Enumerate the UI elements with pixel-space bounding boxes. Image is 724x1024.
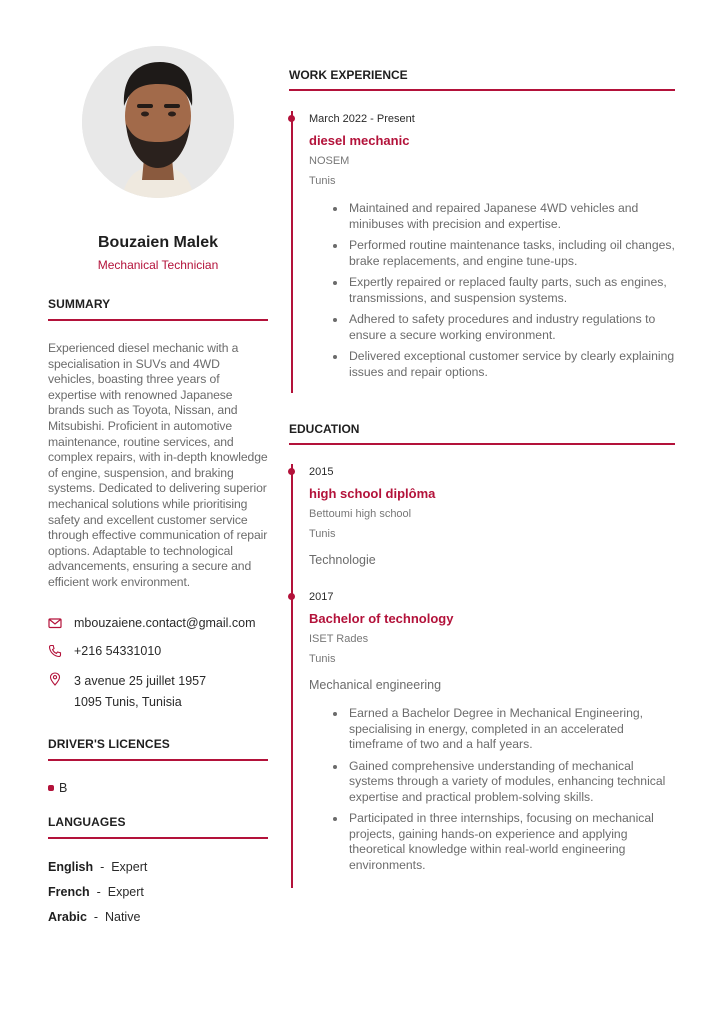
left-column — [48, 46, 268, 934]
languages-heading: LANGUAGES — [48, 815, 268, 839]
profile-photo-icon — [82, 46, 234, 198]
timeline-line — [291, 111, 293, 393]
entry-date: March 2022 - Present — [309, 113, 415, 125]
entry-title: high school diplôma — [309, 486, 436, 501]
entry-title: diesel mechanic — [309, 133, 410, 148]
phone-text: +216 54331010 — [74, 643, 162, 658]
email-icon — [48, 616, 62, 630]
right-column — [289, 68, 675, 879]
list-item: Delivered exceptional customer service by clearly explaining issues and repair options. — [331, 349, 675, 380]
list-item: Expertly repaired or replaced faulty parts, such as engines, transmissions, and suspension systems. — [331, 275, 675, 306]
language-level: Expert — [107, 884, 144, 899]
education-entry — [309, 466, 675, 567]
list-item: Performed routine maintenance tasks, including oil changes, brake replacements, and engine tune-ups. — [331, 238, 675, 269]
entry-org: ISET Rades — [309, 633, 369, 645]
contact-email[interactable] — [48, 615, 268, 632]
work-entry — [309, 113, 675, 380]
contact-phone[interactable] — [48, 643, 268, 660]
address-line-1: 3 avenue 25 juillet 1957 — [74, 673, 207, 688]
education-heading: EDUCATION — [289, 422, 675, 445]
entry-org: NOSEM — [309, 155, 350, 167]
language-level: Native — [104, 909, 141, 924]
timeline-node-icon — [288, 468, 295, 475]
location-pin-icon — [48, 672, 62, 686]
avatar — [82, 46, 234, 198]
education-entry — [309, 591, 675, 873]
education-timeline — [289, 466, 675, 873]
language-name: French — [48, 884, 90, 899]
phone-icon — [48, 644, 62, 658]
entry-title: Bachelor of technology — [309, 611, 454, 626]
language-name: Arabic — [48, 909, 87, 924]
entry-location: Tunis — [309, 175, 336, 187]
list-item: Earned a Bachelor Degree in Mechanical Engineering, specialising in energy, completed in an accelerated timeframe of two and a half years. — [331, 706, 675, 753]
entry-bullets — [309, 201, 675, 380]
entry-bullets — [309, 706, 675, 873]
list-item: Participated in three internships, focusing on mechanical projects, gaining hands-on experience and applying theoretical knowledge within real-world engineering environments. — [331, 811, 675, 873]
language-name: English — [48, 859, 94, 874]
summary-text: Experienced diesel mechanic with a specialisation in SUVs and 4WD vehicles, boasting three years of expertise with renowned Japanese brands such as Toyota, Nissan, and Mitsubishi. Proficient in automotive maintenance, routine services, and complex repairs, with in-depth knowledge of engine, suspension, and braking systems. Dedicated to delivering superior mechanical solutions while prioritising safety and excellent customer service through effective communication of repair options. Adaptable to technological advancements, ensuring a secure and efficient work environment. — [48, 341, 268, 589]
timeline-node-icon — [288, 115, 295, 122]
entry-field: Mechanical engineering — [309, 678, 442, 692]
language-item: Arabic - Native — [48, 909, 141, 924]
list-item: Gained comprehensive understanding of mechanical systems through a variety of modules, enhancing technical expertise and practical problem-solving skills. — [331, 759, 675, 806]
entry-field: Technologie — [309, 553, 376, 567]
entry-location: Tunis — [309, 528, 336, 540]
language-list — [48, 859, 268, 925]
licences-heading: DRIVER'S LICENCES — [48, 737, 268, 761]
language-level: Expert — [111, 859, 148, 874]
work-timeline — [289, 113, 675, 380]
profile-name: Bouzaien Malek — [97, 234, 219, 251]
email-text: mbouzaiene.contact@gmail.com — [74, 615, 256, 630]
language-item: French - Expert — [48, 884, 144, 899]
summary-heading: SUMMARY — [48, 297, 268, 321]
bullet-icon — [48, 785, 54, 791]
language-item: English - Expert — [48, 859, 148, 874]
entry-location: Tunis — [309, 653, 336, 665]
licence-item — [48, 781, 268, 795]
licence-label: B — [59, 780, 68, 795]
contact-address — [48, 671, 268, 713]
list-item: Adhered to safety procedures and industry regulations to ensure a secure working environment. — [331, 312, 675, 343]
entry-org: Bettoumi high school — [309, 508, 412, 520]
entry-date: 2015 — [309, 466, 334, 478]
timeline-node-icon — [288, 593, 295, 600]
profile-role: Mechanical Technician — [97, 258, 219, 272]
work-heading: WORK EXPERIENCE — [289, 68, 675, 91]
address-line-2: 1095 Tunis, Tunisia — [74, 694, 182, 709]
entry-date: 2017 — [309, 591, 334, 603]
list-item: Maintained and repaired Japanese 4WD vehicles and minibuses with precision and expertise. — [331, 201, 675, 232]
timeline-line — [291, 464, 293, 888]
contact-list — [48, 615, 268, 713]
